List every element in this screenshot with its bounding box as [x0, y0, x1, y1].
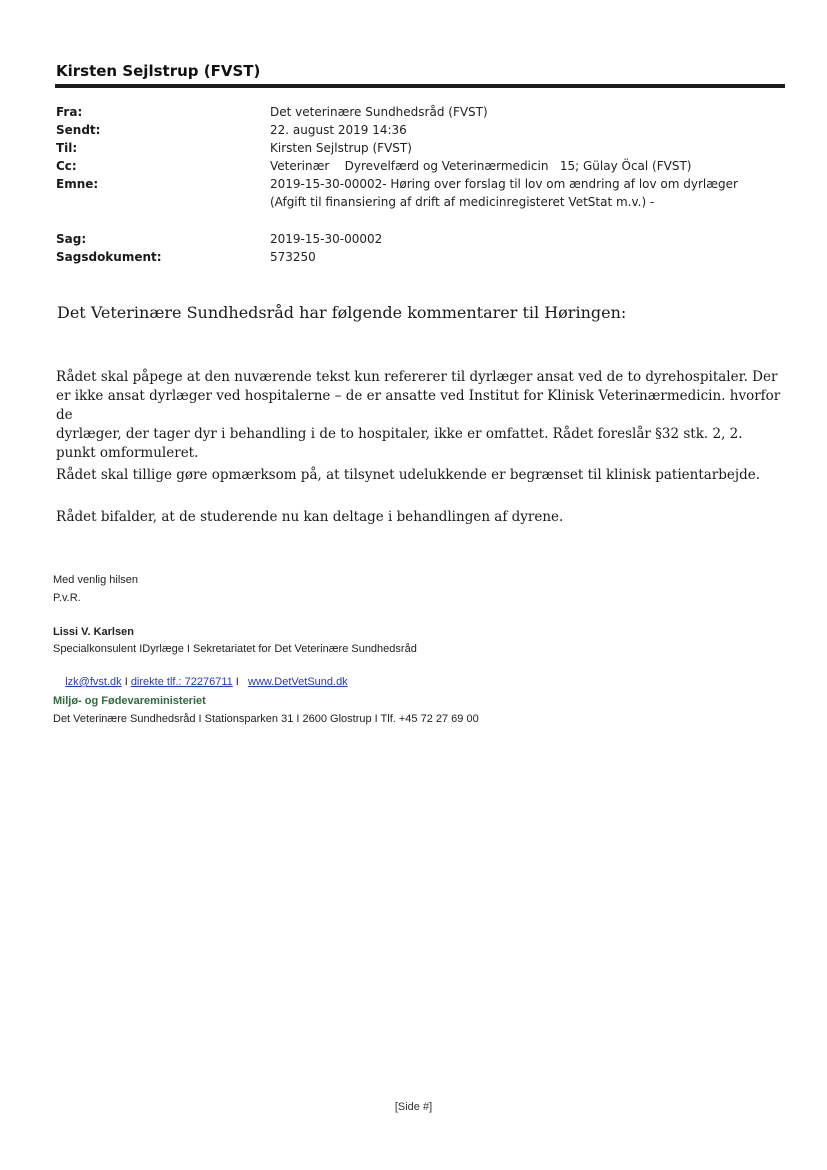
- paragraph-line: dyrlæger, der tager dyr i behandling i de to hospitaler, ikke er omfattet. Rådet foreslår §32 stk. 2, 2.: [56, 426, 743, 442]
- address-line: Det Veterinære Sundhedsråd I Stationsparken 31 I 2600 Glostrup I Tlf. +45 72 27 69 00: [53, 713, 479, 725]
- website-link[interactable]: www.DetVetSund.dk: [248, 676, 348, 688]
- sender-title: Kirsten Sejlstrup (FVST): [56, 62, 261, 80]
- header-value: 573250: [270, 250, 316, 264]
- greeting: Med venlig hilsen: [53, 574, 138, 586]
- phone-link[interactable]: direkte tlf.: 72276711: [130, 676, 233, 688]
- pvr: P.v.R.: [53, 592, 81, 604]
- header-label: Til:: [56, 141, 78, 155]
- separator: I: [232, 676, 249, 688]
- body-paragraph-1: [56, 368, 781, 463]
- header-label: Fra:: [56, 105, 83, 119]
- header-value: 22. august 2019 14:36: [270, 123, 407, 137]
- page-footer: [Side #]: [394, 1101, 433, 1113]
- signer-role: Specialkonsulent IDyrlæge I Sekretariatet for Det Veterinære Sundhedsråd: [53, 643, 417, 655]
- header-label: Sag:: [56, 232, 87, 246]
- paragraph-line: punkt omformuleret.: [56, 445, 199, 461]
- header-label: Sendt:: [56, 123, 101, 137]
- title-divider: [55, 84, 785, 88]
- body-paragraph-2: Rådet skal tillige gøre opmærksom på, at tilsynet udelukkende er begrænset til klinisk patientarbejde.: [56, 467, 760, 483]
- email-link[interactable]: lzk@fvst.dk: [65, 676, 122, 688]
- header-label: Cc:: [56, 159, 77, 173]
- header-value: (Afgift til finansiering af drift af medicinregisteret VetStat m.v.) -: [270, 195, 655, 209]
- paragraph-line: Rådet skal påpege at den nuværende tekst kun refererer til dyrlæger ansat ved de to dyrehospitaler. Der: [56, 369, 778, 385]
- intro-heading: Det Veterinære Sundhedsråd har følgende kommentarer til Høringen:: [57, 303, 627, 322]
- header-value: Veterinær Dyrevelfærd og Veterinærmedicin 15; Gülay Öcal (FVST): [270, 159, 692, 173]
- header-value: Kirsten Sejlstrup (FVST): [270, 141, 412, 155]
- header-value: 2019-15-30-00002: [270, 232, 383, 246]
- header-value: Det veterinære Sundhedsråd (FVST): [270, 105, 488, 119]
- separator: I: [121, 676, 131, 688]
- header-label: Sagsdokument:: [56, 250, 162, 264]
- body-paragraph-3: Rådet bifalder, at de studerende nu kan deltage i behandlingen af dyrene.: [56, 509, 564, 525]
- signer-name: Lissi V. Karlsen: [53, 626, 134, 638]
- ministry-name: Miljø- og Fødevareministeriet: [53, 695, 206, 707]
- paragraph-line: er ikke ansat dyrlæger ved hospitalerne – de er ansatte ved Institut for Klinisk Veterinærmedicin. hvorfor de: [56, 388, 781, 423]
- header-label: Emne:: [56, 177, 99, 191]
- header-value: 2019-15-30-00002- Høring over forslag til lov om ændring af lov om dyrlæger: [270, 177, 738, 191]
